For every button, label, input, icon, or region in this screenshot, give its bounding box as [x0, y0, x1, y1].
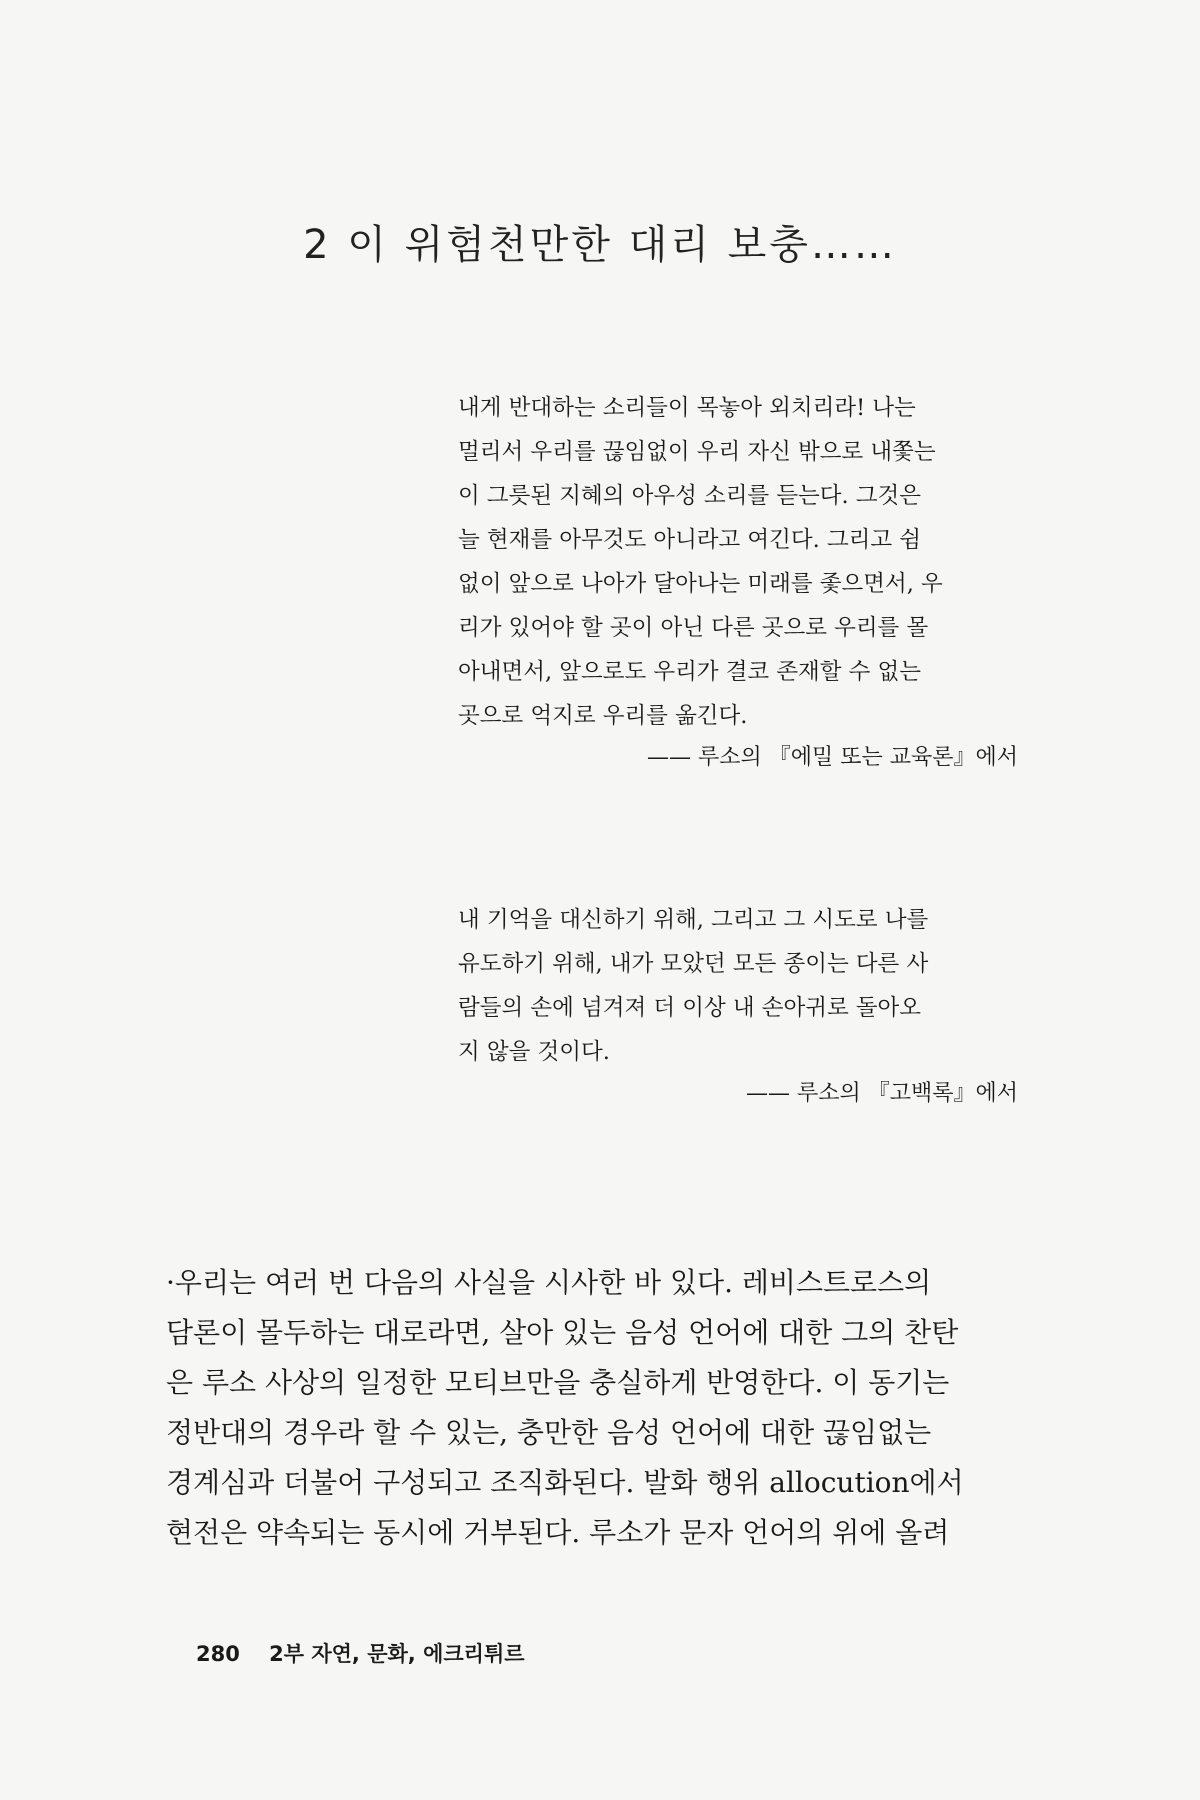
body-line: 정반대의 경우라 할 수 있는, 충만한 음성 언어에 대한 끊임없는: [166, 1416, 932, 1449]
epigraph-confessions: [458, 898, 1018, 1114]
epigraph-line: 이 그릇된 지혜의 아우성 소리를 듣는다. 그것은: [458, 483, 922, 509]
body-line: 담론이 몰두하는 대로라면, 살아 있는 음성 언어에 대한 그의 찬탄: [166, 1316, 959, 1349]
epigraph-attribution: —— 루소의 『에밀 또는 교육론』에서: [647, 745, 1018, 770]
epigraph-text: [458, 386, 1018, 738]
chapter-title: 2 이 위험천만한 대리 보충……: [303, 221, 897, 268]
body-line: ·우리는 여러 번 다음의 사실을 시사한 바 있다. 레비스트로스의: [166, 1266, 932, 1299]
epigraph-line: 내 기억을 대신하기 위해, 그리고 그 시도로 나를: [458, 907, 929, 933]
body-line: 은 루소 사상의 일정한 모티브만을 충실하게 반영한다. 이 동기는: [166, 1366, 950, 1399]
body-line: 현전은 약속되는 동시에 거부된다. 루소가 문자 언어의 위에 올려: [166, 1516, 950, 1549]
epigraph-emile: [458, 386, 1018, 778]
epigraph-attribution: —— 루소의 『고백록』에서: [745, 1081, 1018, 1106]
epigraph-text: [458, 898, 1018, 1074]
epigraph-line: 람들의 손에 넘겨져 더 이상 내 손아귀로 돌아오: [458, 995, 922, 1021]
epigraph-line: 멀리서 우리를 끊임없이 우리 자신 밖으로 내쫓는: [458, 439, 936, 465]
epigraph-line: 내게 반대하는 소리들이 목놓아 외치리라! 나는: [458, 395, 916, 421]
epigraph-line: 없이 앞으로 나아가 달아나는 미래를 좇으면서, 우: [458, 571, 943, 597]
epigraph-line: 아내면서, 앞으로도 우리가 결코 존재할 수 없는: [458, 659, 922, 685]
epigraph-line: 유도하기 위해, 내가 모았던 모든 종이는 다른 사: [458, 951, 929, 977]
epigraph-line: 늘 현재를 아무것도 아니라고 여긴다. 그리고 쉼: [458, 527, 922, 553]
page-number: 280: [196, 1642, 240, 1666]
running-head: 2부 자연, 문화, 에크리튀르: [269, 1642, 525, 1666]
epigraph-line: 리가 있어야 할 곳이 아닌 다른 곳으로 우리를 몰: [458, 615, 929, 641]
epigraph-line: 지 않을 것이다.: [458, 1039, 610, 1065]
epigraph-line: 곳으로 억지로 우리를 옮긴다.: [458, 703, 748, 729]
body-line: 경계심과 더불어 구성되고 조직화된다. 발화 행위 allocution에서: [166, 1466, 964, 1499]
page-footer: [196, 1638, 525, 1668]
body-paragraph: [166, 1258, 1018, 1558]
